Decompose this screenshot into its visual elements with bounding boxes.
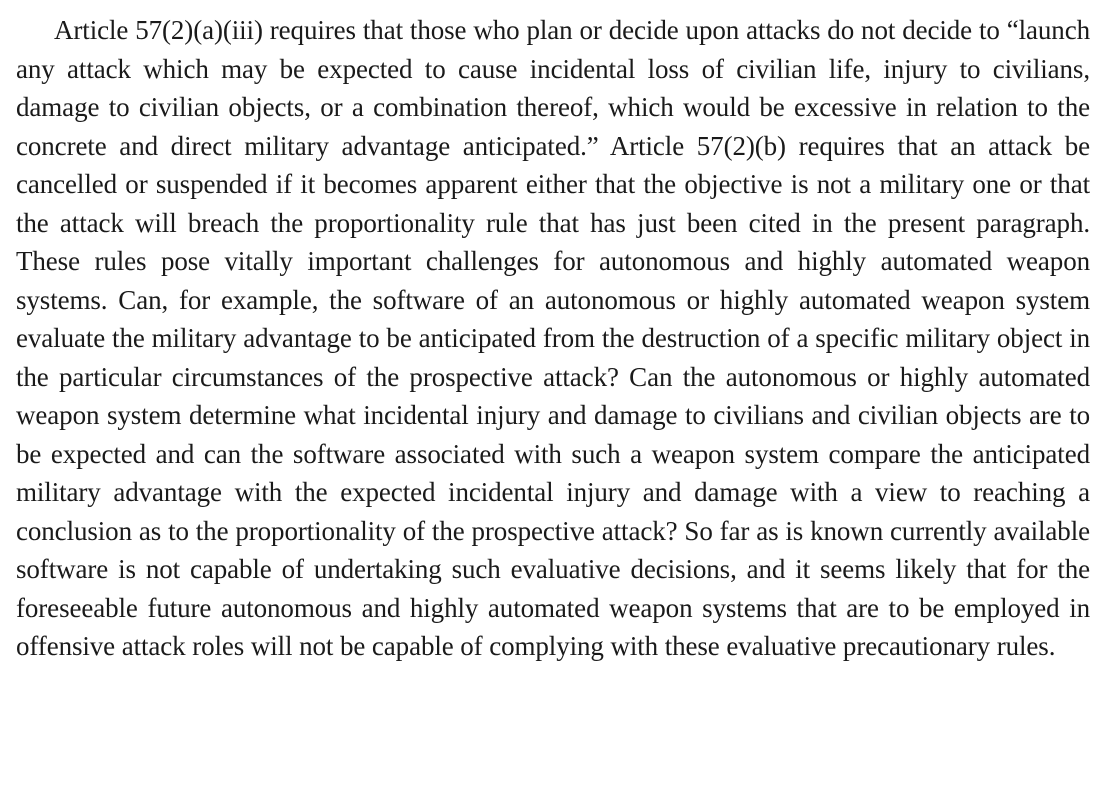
body-paragraph: Article 57(2)(a)(iii) requires that those who plan or decide upon attacks do not decide to “launch any attack which may be expected to cause incidental loss of civilian life, injury to civilians, damage to civilian objects, or a combination thereof, which would be excessive in relation to the concrete and direct military advantage anticipated.” Article 57(2)(b) requires that an attack be cancelled or suspended if it becomes apparent either that the objective is not a military one or that the attack will breach the proportionality rule that has just been cited in the present paragraph. These rules pose vitally important challenges for autonomous and highly automated weapon systems. Can, for example, the software of an autonomous or highly automated weapon system evaluate the military advantage to be anticipated from the destruction of a specific military object in the particular circumstances of the prospective attack? Can the autonomous or highly automated weapon system determine what incidental injury and damage to civilians and civilian objects are to be expected and can the software associated with such a weapon system compare the anticipated military advantage with the expected incidental injury and damage with a view to reaching a conclusion as to the proportionality of the prospective attack? So far as is known currently available software is not capable of undertaking such evaluative decisions, and it seems likely that for the foreseeable future autonomous and highly automated weapon systems that are to be employed in offensive attack roles will not be capable of complying with these evaluative precautionary rules. — [16, 15, 1090, 661]
document-page — [16, 11, 1090, 666]
